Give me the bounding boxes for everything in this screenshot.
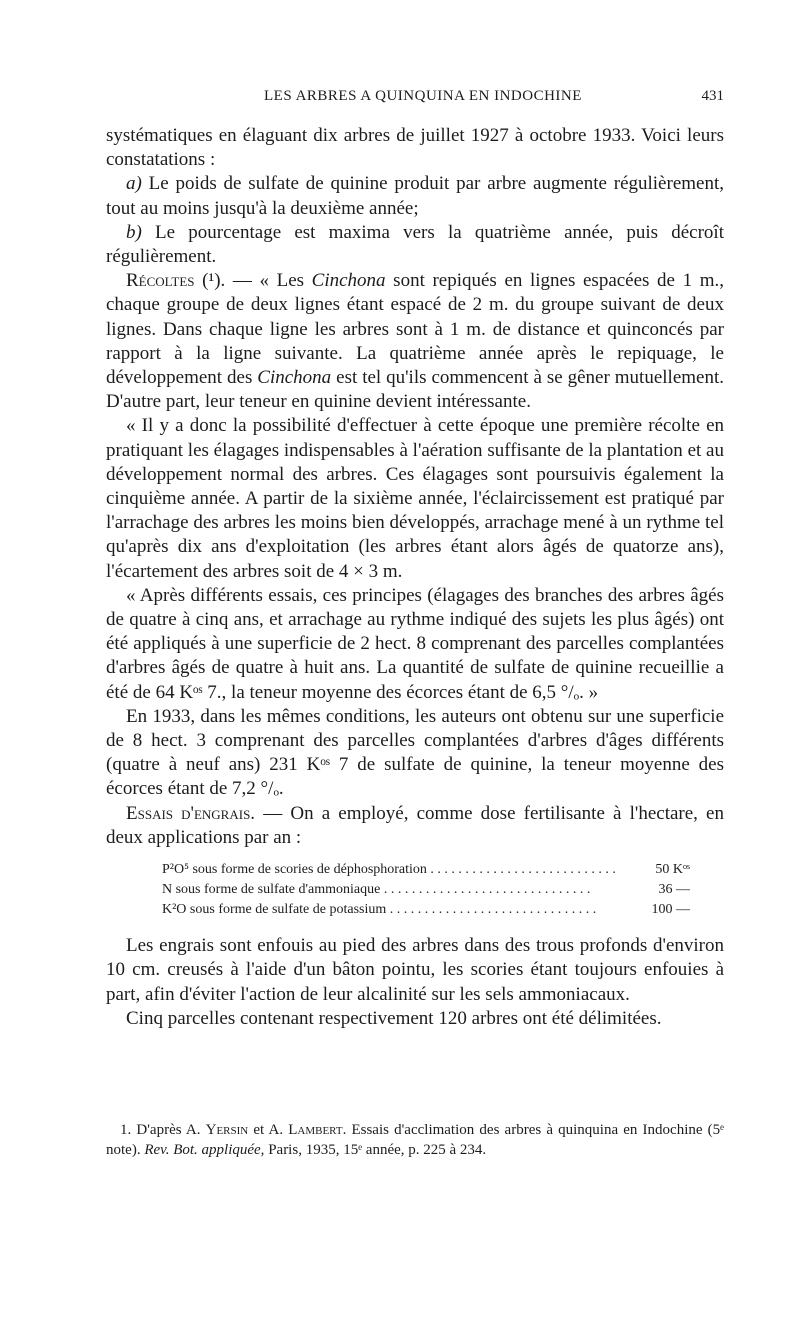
table-row: [162, 880, 690, 900]
fertilizer-label: K²O sous forme de sulfate de potassium . . .: [162, 900, 620, 920]
footnote-text: [106, 1120, 724, 1160]
text-run: est tel qu'ils commencent à se gêner mutuellement. D'autre part, leur teneur en quinine devient intéressante.: [106, 367, 724, 413]
paragraph-recoltes: [106, 269, 724, 414]
text-run: et A.: [248, 1122, 289, 1138]
text-run: . Essais d'acclimation des arbres à quinquina en Indochine (5ᵉ note).: [106, 1122, 724, 1158]
text-run: Paris, 1935, 15ᵉ année, p. 225 à 234.: [264, 1142, 487, 1158]
footnote: [106, 1120, 724, 1160]
fertilizer-quantity: 36 —: [658, 882, 690, 898]
paragraph-engrais: [106, 802, 724, 850]
text-run: — « Les: [225, 270, 312, 292]
text-run: 1. D'après A.: [120, 1122, 206, 1138]
list-marker: b): [126, 221, 142, 243]
genus-name: Cinchona: [311, 270, 386, 292]
list-text: Le pourcentage est maxima vers la quatrième année, puis décroît régulièrement.: [106, 221, 724, 268]
footnote-reference: (¹).: [202, 270, 226, 292]
page-number: 431: [701, 88, 724, 104]
table-row: [162, 900, 690, 920]
fertilizer-table: [162, 860, 690, 920]
paragraph: Cinq parcelles contenant respectivement 120 arbres ont été délimitées.: [126, 1007, 662, 1029]
text-run: sont repiqués en lignes espacées de 1 m., chaque groupe de deux lignes étant espacé de 2 m. du groupe suivant de deux lignes. Dans chaque ligne les arbres sont à 1 m. de distance et quinconcés par rapport à la ligne suivante. La quatrième année après le repiquage, le développement des: [106, 270, 724, 389]
section-heading: Essais d'engrais.: [126, 802, 256, 824]
list-marker: a): [126, 173, 142, 195]
fertilizer-quantity: 50 Kᵒˢ: [655, 862, 690, 878]
paragraph: systématiques en élaguant dix arbres de juillet 1927 à octobre 1933. Voici leurs constatations :: [106, 125, 724, 171]
fertilizer-label: P²O⁵ sous forme de scories de déphosphoration . . .: [162, 860, 620, 880]
author-name: Yersin: [205, 1122, 249, 1138]
fertilizer-quantity: 100 —: [651, 902, 690, 918]
fertilizer-label: N sous forme de sulfate d'ammoniaque . . .: [162, 880, 620, 900]
author-name: Lambert: [288, 1122, 343, 1138]
running-head: LES ARBRES A QUINQUINA EN INDOCHINE: [264, 88, 582, 104]
body-text: [106, 124, 724, 1031]
paragraph: Les engrais sont enfouis au pied des arbres dans des trous profonds d'environ 10 cm. creusés à l'aide d'un bâton pointu, les scories étant toujours enfouies à part, afin d'éviter l'action de leur alcalinité sur les sels ammoniacaux.: [106, 935, 724, 1005]
list-text: Le poids de sulfate de quinine produit par arbre augmente régulièrement, tout au moins jusqu'à la deuxième année;: [106, 173, 724, 219]
list-item-b: [106, 221, 724, 269]
paragraph: « Après différents essais, ces principes (élagages des branches des arbres âgés de quatre à cinq ans, et arrachage au rythme indiqué des sujets les plus âgés) ont été appliqués à une superficie de 2 hect. 8 comprenant des parcelles complantées d'arbres âgés de quatre à huit ans. La quantité de sulfate de quinine recueillie a été de 64 Kᵒˢ 7., la teneur moyenne des écorces étant de 6,5 °/ₒ. »: [106, 584, 724, 703]
text-run: — On a employé, comme dose fertilisante à l'hectare, en deux applications par an :: [106, 802, 724, 848]
table-row: [162, 860, 690, 880]
paragraph: « Il y a donc la possibilité d'effectuer à cette époque une première récolte en pratiquant les élagages indispensables à l'aération suffisante de la plantation et au développement normal des arbres. Ces élagages sont poursuivis également la cinquième année. A partir de la sixième année, l'éclaircissement est pratiqué par l'arrachage des arbres les moins bien développés, arrachage mené à un rythme tel qu'après dix ans d'exploitation (les arbres étant alors âgés de quatorze ans), l'écartement des arbres soit de 4 × 3 m.: [106, 415, 724, 582]
journal-title: Rev. Bot. appliquée,: [144, 1142, 265, 1158]
page-header: [106, 88, 724, 112]
list-item-a: [106, 172, 724, 220]
paragraph: En 1933, dans les mêmes conditions, les auteurs ont obtenu sur une superficie de 8 hect. 3 comprenant des parcelles complantées d'arbres d'âges différents (quatre à neuf ans) 231 Kᵒˢ 7 de sulfate de quinine, la teneur moyenne des écorces étant de 7,2 °/ₒ.: [106, 705, 724, 800]
genus-name: Cinchona: [257, 367, 332, 389]
section-heading: Récoltes: [126, 270, 195, 292]
